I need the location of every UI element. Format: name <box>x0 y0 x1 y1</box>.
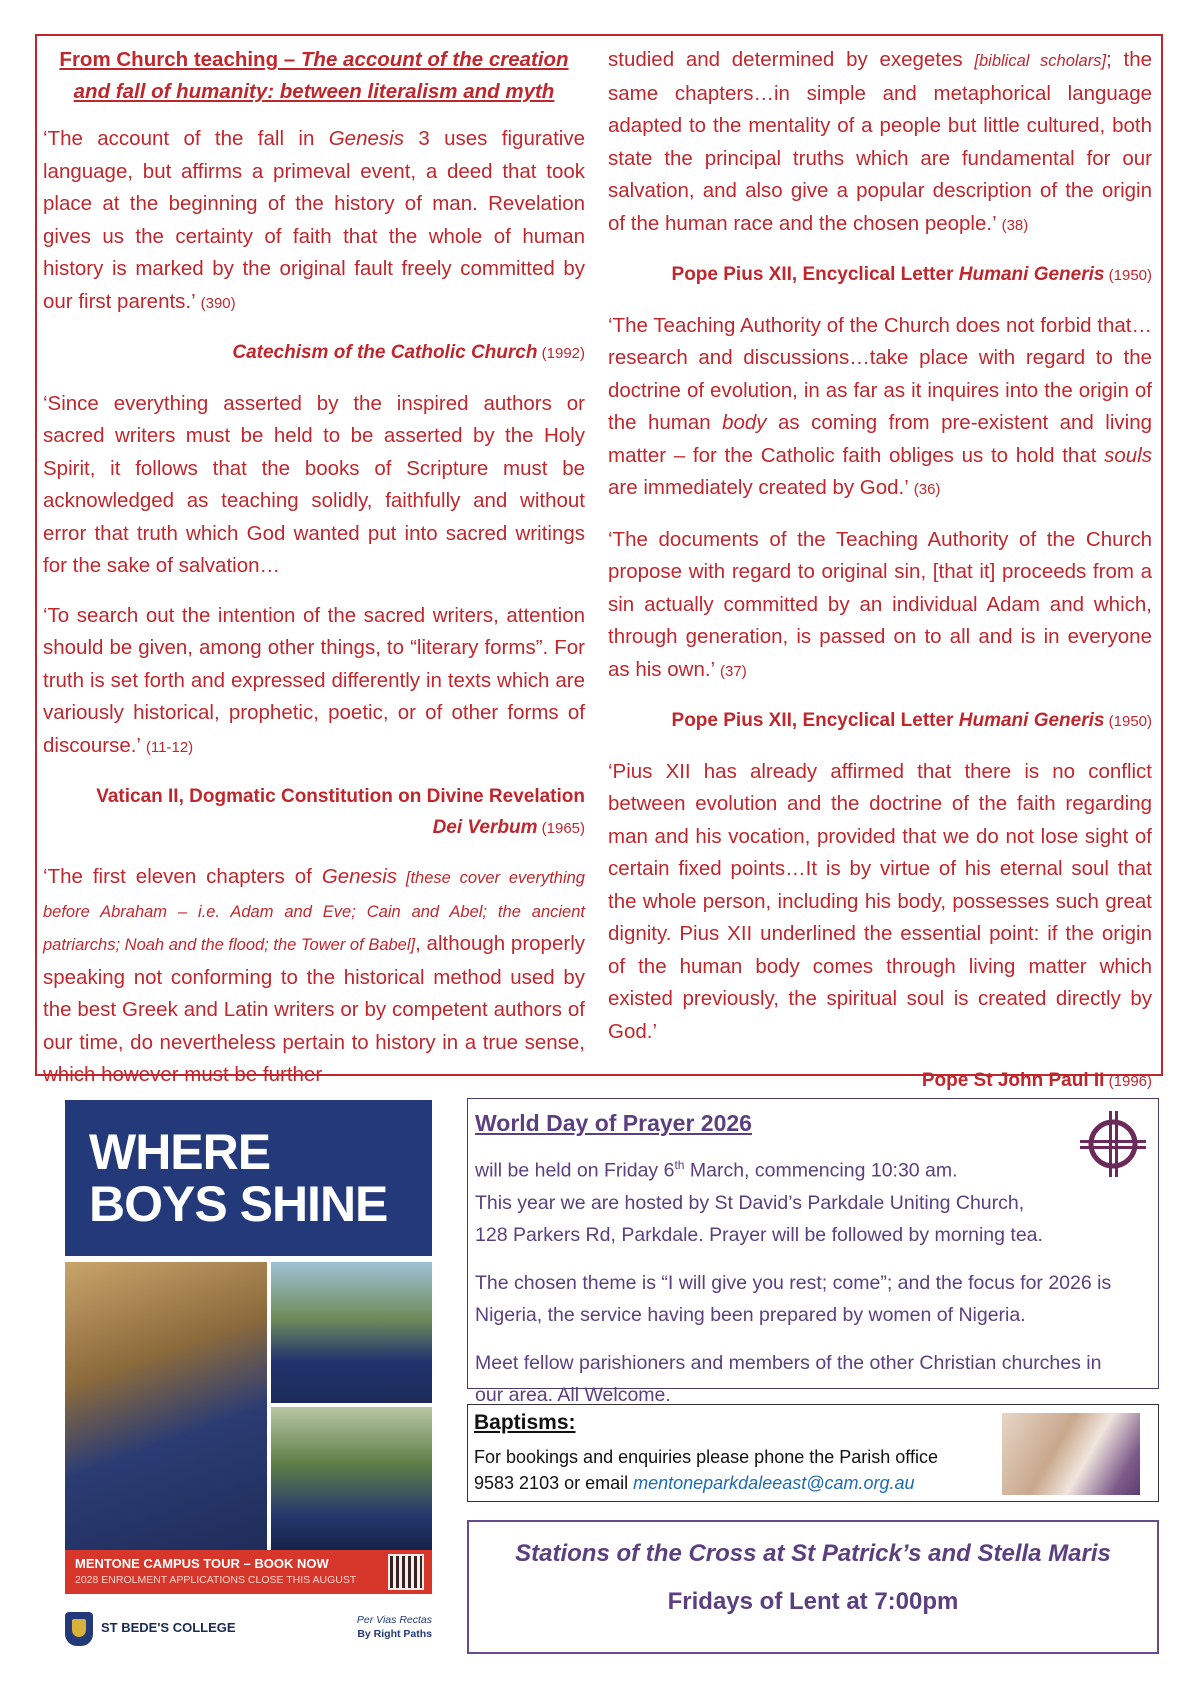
attribution-catechism: Catechism of the Catholic Church (1992) <box>232 342 585 363</box>
stations-of-the-cross-box <box>467 1520 1159 1654</box>
stations-time: Fridays of Lent at 7:00pm <box>667 1588 959 1615</box>
quote-humani-generis-1-cont: studied and determined by exegetes [biblical scholars]; the same chapters…in simple and metaphorical language adapted to the mentality of a people but little cultured, both state the principal truths which are fundamental for our salvation, and also give a popular description of the origin of the human race and the chosen people.’ (38) <box>608 48 1153 235</box>
student-photo <box>65 1262 267 1550</box>
baptism-photo <box>1002 1413 1140 1495</box>
left-column <box>43 44 585 1109</box>
ad-title-panel <box>65 1100 432 1256</box>
attribution-john-paul-ii: Pope St John Paul II (1996) <box>921 1070 1152 1091</box>
church-teaching-box <box>35 34 1163 1091</box>
wdp-details: will be held on Friday 6th March, commencing 10:30 am. This year we are hosted by St David’s Parkdale Uniting Church, 128 Parkers Rd, Parkdale. Prayer will be followed by morning tea. <box>475 1158 1043 1246</box>
college-crest-icon <box>65 1612 93 1646</box>
college-motto-english: By Right Paths <box>357 1628 432 1640</box>
baptisms-title: Baptisms: <box>474 1411 576 1434</box>
students-crowd-photo <box>271 1407 432 1550</box>
students-group-photo <box>271 1262 432 1403</box>
section-heading: From Church teaching – The account of the creation and fall of humanity: between literalism and myth <box>59 48 569 103</box>
wdp-theme: The chosen theme is “I will give you rest; come”; and the focus for 2026 is Nigeria, the service having been prepared by women of Nigeria. <box>475 1271 1112 1326</box>
wdp-body <box>475 1149 1125 1427</box>
quote-humani-generis-1: ‘The first eleven chapters of Genesis [these cover everything before Abraham – i.e. Adam and Eve; Cain and Abel; the ancient patriarchs; Noah and the flood; the Tower of Babel], although properly speaking not conforming to the historical method used by the best Greek and Latin writers or by competent authors of our time, do nevertheless pertain to history in a true sense, which however must be further <box>43 865 585 1086</box>
attribution-pius-xii-2: Pope Pius XII, Encyclical Letter Humani Generis (1950) <box>671 710 1152 731</box>
wdp-welcome: Meet fellow parishioners and members of the other Christian churches in our area. All Welcome. <box>475 1351 1102 1406</box>
ad-headline: WHERE BOYS SHINE <box>89 1124 388 1232</box>
wdp-title: World Day of Prayer 2026 <box>475 1110 752 1136</box>
qr-code-icon[interactable] <box>388 1554 424 1590</box>
st-bedes-advertisement[interactable] <box>65 1100 432 1640</box>
college-name: ST BEDE'S COLLEGE <box>101 1620 236 1635</box>
quote-dei-verbum-2: ‘To search out the intention of the sacred writers, attention should be given, among other things, to “literary forms”. For truth is set forth and expressed differently in texts which are variously historical, prophetic, poetic, or of other forms of discourse.’ (11-12) <box>43 603 585 757</box>
enrolment-text: 2028 ENROLMENT APPLICATIONS CLOSE THIS AUGUST <box>75 1574 357 1586</box>
quote-humani-generis-2: ‘The Teaching Authority of the Church does not forbid that…research and discussions…take place with regard to the doctrine of evolution, in as far as it inquires into the origin of the human body as coming from pre-existent and living matter – for the Catholic faith obliges us to hold that souls are immediately created by God.’ (36) <box>608 313 1152 499</box>
college-motto-latin: Per Vias Rectas <box>356 1614 432 1626</box>
right-column <box>608 44 1152 1116</box>
parish-email-link[interactable]: mentoneparkdaleeast@cam.org.au <box>633 1473 915 1493</box>
campus-tour-banner[interactable] <box>65 1550 432 1594</box>
baptisms-contact: 9583 2103 or email mentoneparkdaleeast@cam.org.au <box>474 1473 915 1493</box>
quote-john-paul-ii: ‘Pius XII has already affirmed that there is no conflict between evolution and the doctrine of the faith regarding man and his vocation, provided that we do not lose sight of certain fixed points…It is by virtue of his eternal soul that the whole person, including his body, possesses such great dignity. Pius XII underlined the essential point: if the origin of the human body comes through living matter which existed previously, the spiritual soul is created directly by God.’ <box>608 759 1152 1043</box>
quote-humani-generis-3: ‘The documents of the Teaching Authority of the Church propose with regard to original sin, [that it] proceeds from a sin actually committed by an individual Adam and which, through generation, is passed on to all and is in everyone as his own.’ (37) <box>608 527 1152 681</box>
stations-title: Stations of the Cross at St Patrick’s and Stella Maris <box>515 1540 1111 1567</box>
campus-tour-text: MENTONE CAMPUS TOUR – BOOK NOW <box>75 1556 329 1571</box>
baptisms-box <box>467 1404 1159 1502</box>
world-day-of-prayer-box <box>467 1098 1159 1406</box>
attribution-pius-xii-1: Pope Pius XII, Encyclical Letter Humani Generis (1950) <box>671 264 1152 285</box>
quote-dei-verbum-1: ‘Since everything asserted by the inspired authors or sacred writers must be held to be asserted by the Holy Spirit, it follows that the books of Scripture must be acknowledged as teaching solidly, faithfully and without error that truth which God wanted put into sacred writings for the sake of salvation… <box>43 391 585 577</box>
baptisms-info: For bookings and enquiries please phone the Parish office <box>474 1447 938 1467</box>
attribution-vatican-ii: Vatican II, Dogmatic Constitution on Divine Revelation Dei Verbum (1965) <box>96 786 585 838</box>
quote-catechism: ‘The account of the fall in Genesis 3 uses figurative language, but affirms a primeval event, a deed that took place at the beginning of the history of man. Revelation gives us the certainty of faith that the whole of human history is marked by the original fault freely committed by our first parents.’ (390) <box>43 127 585 313</box>
